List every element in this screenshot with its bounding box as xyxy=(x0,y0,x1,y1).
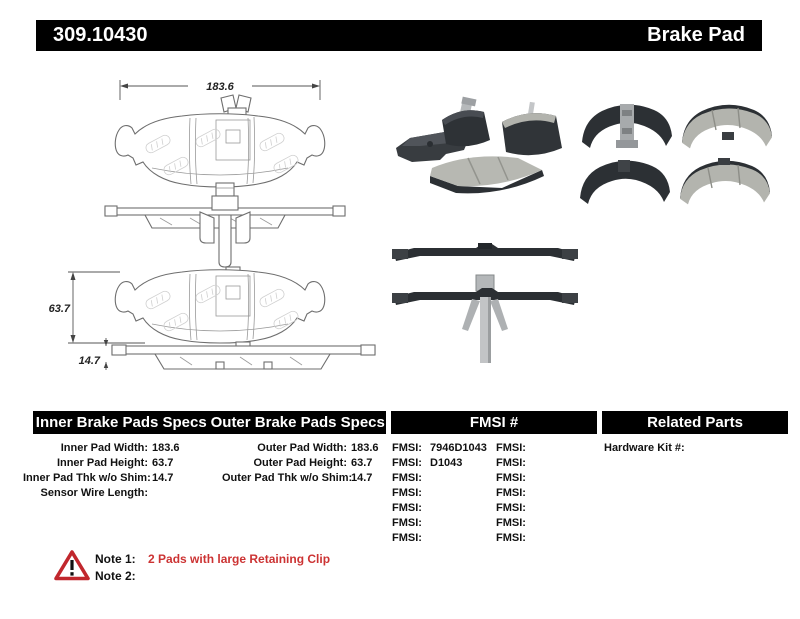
fmsi-row xyxy=(496,501,534,516)
pad-edge-top xyxy=(392,243,578,261)
fmsi-label: FMSI: xyxy=(496,442,526,454)
technical-drawing xyxy=(40,70,385,392)
pad-upright-right xyxy=(502,102,562,155)
fmsi-row xyxy=(392,471,487,486)
fmsi-header-bar: FMSI # xyxy=(391,411,597,434)
pad-friction-top-right xyxy=(682,105,772,149)
note-1-label: Note 1: xyxy=(95,552,136,566)
spec-row-outer-height xyxy=(222,456,401,471)
fmsi-value: D1043 xyxy=(430,457,463,469)
fmsi-label: FMSI: xyxy=(392,457,422,469)
fmsi-value xyxy=(532,456,534,471)
fmsi-label: FMSI: xyxy=(392,487,422,499)
fmsi-label: FMSI: xyxy=(392,502,422,514)
fmsi-row xyxy=(392,441,487,456)
spec-value: 63.7 xyxy=(152,457,174,469)
related-label: Hardware Kit #: xyxy=(604,442,685,454)
fmsi-label: FMSI: xyxy=(392,472,422,484)
photo-pads-edge-views xyxy=(390,233,580,371)
fmsi-value xyxy=(532,441,534,456)
specs-header-bar xyxy=(33,411,386,434)
spec-label: Outer Pad Thk w/o Shim: xyxy=(222,472,353,484)
fmsi-value xyxy=(428,471,430,486)
note-2 xyxy=(95,568,330,585)
spec-label: Inner Pad Width: xyxy=(60,442,148,454)
spec-value: 183.6 xyxy=(351,442,379,454)
fmsi-value xyxy=(532,471,534,486)
spec-value: 14.7 xyxy=(152,472,174,484)
photo-pads-angled xyxy=(390,96,575,208)
fmsi-value xyxy=(532,531,534,546)
fmsi-value xyxy=(428,516,430,531)
fmsi-row xyxy=(392,486,487,501)
part-number: 309.10430 xyxy=(53,24,148,46)
warning-triangle-icon xyxy=(54,549,90,582)
outer-specs-title: Outer Brake Pads Specs xyxy=(210,414,385,431)
pad-back-with-clip xyxy=(582,104,672,148)
inner-specs-title: Inner Brake Pads Specs xyxy=(35,414,207,431)
fmsi-value xyxy=(532,486,534,501)
fmsi-value xyxy=(428,501,430,516)
note-2-label: Note 2: xyxy=(95,569,136,583)
related-row-hardware-kit xyxy=(604,441,689,456)
fmsi-row xyxy=(392,456,487,471)
spec-value: 63.7 xyxy=(351,457,373,469)
spec-row-outer-width xyxy=(222,441,401,456)
dimension-width-label: 183.6 xyxy=(206,81,234,93)
note-1 xyxy=(95,551,330,568)
fmsi-row xyxy=(496,471,534,486)
fmsi-row xyxy=(496,441,534,456)
pad-edge-with-clip xyxy=(392,275,578,363)
fmsi-row xyxy=(496,456,534,471)
plan-view-with-clip xyxy=(105,183,345,267)
fmsi-value: 7946D1043 xyxy=(430,442,487,454)
title-bar xyxy=(36,20,762,51)
pad-friction-front xyxy=(430,156,544,193)
photo-pads-set xyxy=(578,96,776,208)
fmsi-row xyxy=(392,501,487,516)
page-title: Brake Pad xyxy=(647,24,745,46)
front-view-bottom xyxy=(49,267,325,343)
inner-specs-column xyxy=(23,441,207,501)
fmsi-label: FMSI: xyxy=(496,472,526,484)
pad-friction-bottom-right xyxy=(680,158,770,204)
fmsi-left-column xyxy=(392,441,487,546)
fmsi-value xyxy=(428,486,430,501)
dimension-thickness-label: 14.7 xyxy=(78,355,100,367)
spec-row-inner-height xyxy=(23,456,207,471)
related-parts-column xyxy=(604,441,689,456)
spec-row-inner-thickness xyxy=(23,471,207,486)
fmsi-row xyxy=(496,531,534,546)
fmsi-label: FMSI: xyxy=(392,442,422,454)
spec-label: Outer Pad Height: xyxy=(253,457,347,469)
related-parts-header-bar: Related Parts xyxy=(602,411,788,434)
spec-label: Inner Pad Thk w/o Shim: xyxy=(23,472,151,484)
fmsi-row xyxy=(392,531,487,546)
spec-label: Outer Pad Width: xyxy=(257,442,347,454)
dimension-height-label: 63.7 xyxy=(48,303,70,315)
spec-value xyxy=(148,486,207,501)
outer-specs-column xyxy=(222,441,401,486)
front-view-top xyxy=(115,80,324,187)
fmsi-label: FMSI: xyxy=(496,487,526,499)
fmsi-value xyxy=(428,531,430,546)
fmsi-row xyxy=(496,486,534,501)
notes-block xyxy=(95,551,330,585)
fmsi-row xyxy=(496,516,534,531)
fmsi-label: FMSI: xyxy=(496,517,526,529)
fmsi-label: FMSI: xyxy=(496,532,526,544)
spec-label: Inner Pad Height: xyxy=(56,457,148,469)
spec-row-inner-width xyxy=(23,441,207,456)
fmsi-label: FMSI: xyxy=(392,532,422,544)
spec-value: 183.6 xyxy=(152,442,180,454)
fmsi-label: FMSI: xyxy=(496,457,526,469)
spec-row-outer-thickness xyxy=(222,471,401,486)
related-value xyxy=(685,441,689,456)
pad-back-bottom-left xyxy=(580,160,670,204)
spec-row-sensor-wire xyxy=(23,486,207,501)
fmsi-row xyxy=(392,516,487,531)
spec-label: Sensor Wire Length: xyxy=(40,487,148,499)
fmsi-value xyxy=(532,516,534,531)
fmsi-label: FMSI: xyxy=(392,517,422,529)
pad-upright-with-clip xyxy=(442,97,490,147)
note-1-text: 2 Pads with large Retaining Clip xyxy=(148,552,331,566)
fmsi-label: FMSI: xyxy=(496,502,526,514)
fmsi-right-column xyxy=(496,441,534,546)
spec-value: 14.7 xyxy=(351,472,373,484)
fmsi-value xyxy=(532,501,534,516)
